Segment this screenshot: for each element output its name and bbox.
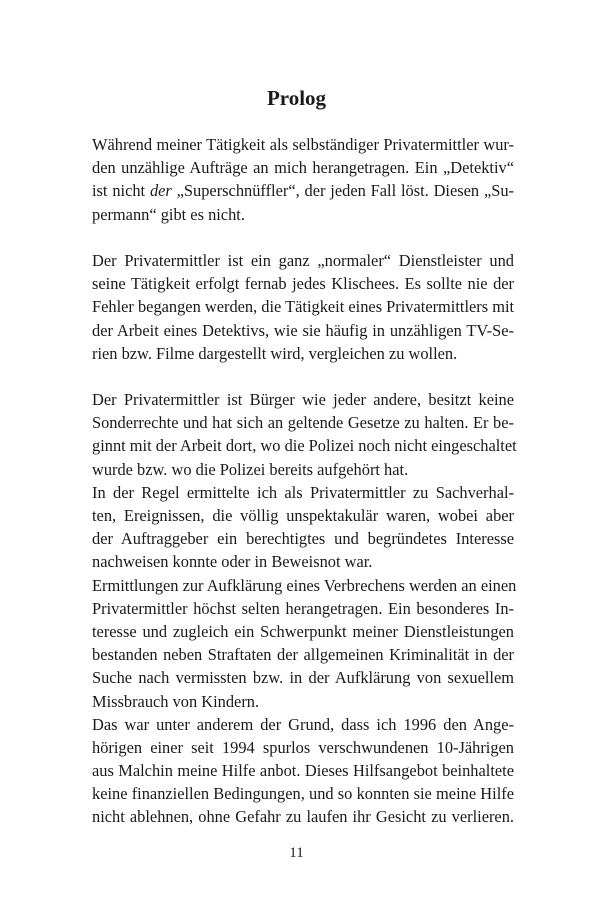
text-line: Der Privatermittler ist ein ganz „normaler“ Dienstleister und xyxy=(92,250,514,270)
text-line: teresse und zugleich ein Schwerpunkt meiner Dienstleistungen xyxy=(92,621,514,641)
text-line: Ermittlungen zur Aufklärung eines Verbrechens werden an einen xyxy=(92,575,517,595)
text-line: Suche nach vermissten bzw. in der Aufklärung von sexuellem xyxy=(92,668,514,688)
text-line: Sonderrechte und hat sich an geltende Gesetze zu halten. Er be- xyxy=(92,413,514,433)
text-line: der Auftraggeber ein berechtigtes und begründetes Interesse xyxy=(92,529,514,549)
text-segment: ist nicht xyxy=(92,181,150,201)
text-line: der Arbeit eines Detektivs, wie sie häufig in unzähligen TV-Se- xyxy=(92,320,514,340)
text-line: Der Privatermittler ist Bürger wie jeder andere, besitzt keine xyxy=(92,390,514,410)
text-line: ginnt mit der Arbeit dort, wo die Polizei noch nicht eingeschaltet xyxy=(92,436,517,456)
text-line: Fehler begangen werden, die Tätigkeit eines Privatermittlers mit xyxy=(92,297,515,317)
text-line: permann“ gibt es nicht. xyxy=(92,204,245,224)
paragraph-5 xyxy=(92,574,517,713)
paragraph-3 xyxy=(92,388,517,481)
body-text xyxy=(92,133,517,829)
page-number: 11 xyxy=(289,845,304,861)
paragraph-gap xyxy=(92,365,514,388)
text-segment: „Superschnüffler“, der jeden Fall löst. Diesen „Su- xyxy=(171,181,514,201)
text-line: keine finanziellen Bedingungen, und so konnten sie meine Hilfe xyxy=(92,784,514,804)
text-line: In der Regel ermittelte ich als Privatermittler zu Sachverhal- xyxy=(92,482,514,502)
chapter-title: Prolog xyxy=(266,86,327,110)
text-line: den unzählige Aufträge an mich herangetragen. Ein „Detektiv“ xyxy=(92,158,514,178)
text-line: ten, Ereignissen, die völlig unspektakulär waren, wobei aber xyxy=(92,506,514,525)
paragraph-1 xyxy=(92,133,514,226)
paragraph-6 xyxy=(92,713,514,829)
text-line: aus Malchin meine Hilfe anbot. Dieses Hilfsangebot beinhaltete xyxy=(92,761,514,781)
text-line: seine Tätigkeit erfolgt fernab jedes Klischees. Es sollte nie der xyxy=(92,274,514,294)
text-line: Während meiner Tätigkeit als selbständiger Privatermittler wur- xyxy=(92,135,514,154)
paragraph-4 xyxy=(92,481,514,574)
emphasized-word: der xyxy=(149,181,172,201)
paragraph-2 xyxy=(92,249,514,365)
paragraph-gap xyxy=(92,226,514,249)
text-line: nicht ablehnen, ohne Gefahr zu laufen ihr Gesicht zu verlieren. xyxy=(92,807,514,827)
text-line: Privatermittler höchst selten herangetragen. Ein besonderes In- xyxy=(92,598,514,618)
text-line: Das war unter anderem der Grund, dass ich 1996 den Ange- xyxy=(92,714,514,734)
text-line: nachweisen konnte oder in Beweisnot war. xyxy=(92,552,373,572)
text-line: bestanden neben Straftaten der allgemeinen Kriminalität in der xyxy=(92,645,514,665)
text-line: hörigen einer seit 1994 spurlos verschwundenen 10-Jährigen xyxy=(92,737,514,757)
text-line: rien bzw. Filme dargestellt wird, vergleichen zu wollen. xyxy=(92,343,458,363)
text-line: Missbrauch von Kindern. xyxy=(92,691,260,711)
text-line: wurde bzw. wo die Polizei bereits aufgehört hat. xyxy=(92,459,409,479)
text-line xyxy=(92,179,514,202)
